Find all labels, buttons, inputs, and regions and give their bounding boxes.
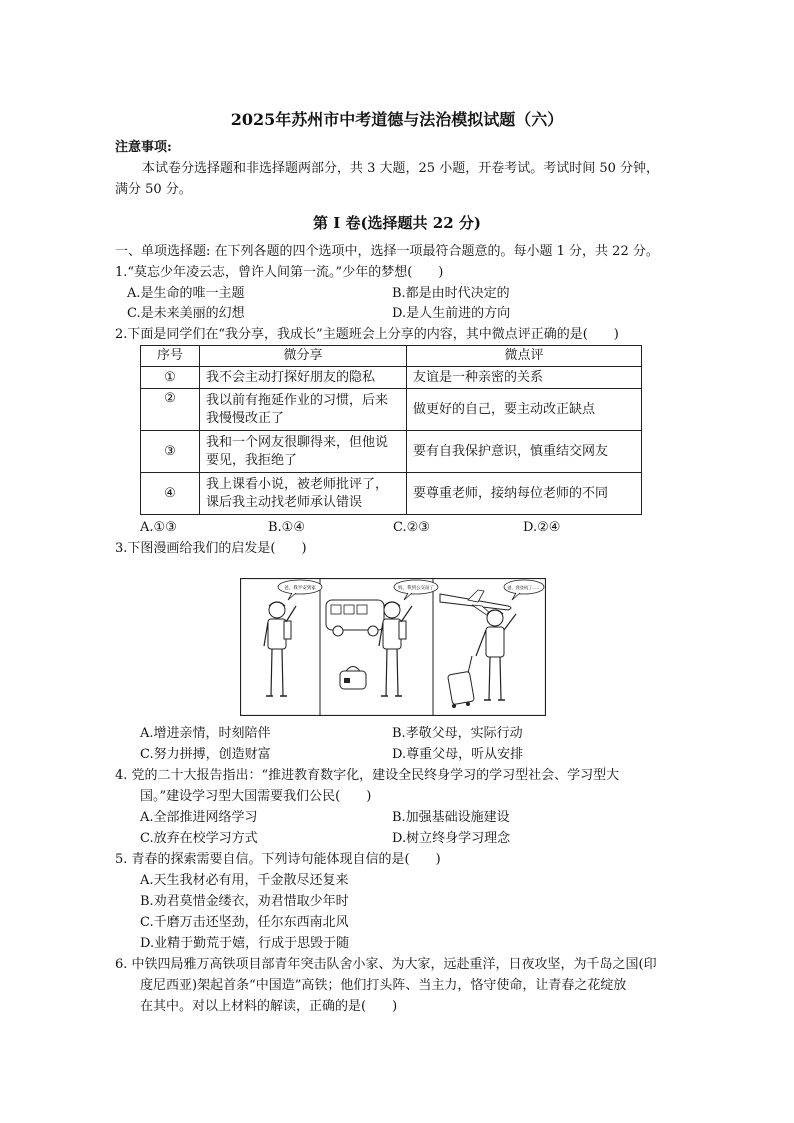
q1-stem: 1.“莫忘少年凌云志，曾许人间第一流。”少年的梦想( ) xyxy=(115,265,444,280)
q5-option-a: A.天生我材必有用，千金散尽还复来 xyxy=(140,873,349,888)
row-share-line: 我慢慢改正了 xyxy=(206,410,285,426)
header-comment: 微点评 xyxy=(407,346,642,367)
q3-option-c: C.努力拼搏，创造财富 xyxy=(140,747,271,762)
table-header-row xyxy=(141,346,642,367)
notice-line-1: 本试卷分选择题和非选择题两部分，共 3 大题，25 小题，开卷考试。考试时间 50 分钟， xyxy=(142,161,660,176)
row-share-line: 我上课看小说，被老师批评了， xyxy=(206,476,389,492)
q4-option-b: B.加强基础设施建设 xyxy=(392,810,510,825)
row-share-line: 我和一个网友很聊得来，但他说 xyxy=(206,434,389,450)
row-share-line: 课后我主动找老师承认错误 xyxy=(206,494,363,510)
q2-table xyxy=(140,345,642,515)
comic-panel-1 xyxy=(264,580,322,696)
q1-option-c: C.是未来美丽的幻想 xyxy=(127,306,245,321)
header-share: 微分享 xyxy=(200,346,407,367)
q4-stem-line-2: 国。”建设学习型大国需要我们公民( ) xyxy=(140,789,372,804)
bus-illustration xyxy=(326,600,384,636)
q5-option-c: C.千磨万击还坚劲，任尔东西南北风 xyxy=(140,915,349,930)
comic-panel-3 xyxy=(440,580,544,708)
row-share-line: 要见，我拒绝了 xyxy=(206,452,298,468)
notice-label: 注意事项: xyxy=(115,140,172,155)
q1-option-a: A.是生命的唯一主题 xyxy=(127,286,245,301)
row-share xyxy=(200,367,407,389)
q2-option-d: D.②④ xyxy=(523,520,561,535)
row-share xyxy=(200,389,407,431)
row-share xyxy=(200,473,407,515)
row-comment: 要有自我保护意识，慎重结交网友 xyxy=(407,431,642,473)
exam-title: 2025年苏州市中考道德与法治模拟试题（六） xyxy=(230,110,564,129)
table-row xyxy=(141,473,642,515)
q4-option-c: C.放弃在校学习方式 xyxy=(140,831,258,846)
q3-option-d: D.尊重父母，听从安排 xyxy=(392,747,524,762)
speech-bubble-3-text: 爸，我登机了…… xyxy=(507,585,541,590)
header-no: 序号 xyxy=(141,346,200,367)
q4-stem-line-1: 4. 党的二十大报告指出：“推进教育数字化，建设全民终身学习的学习型社会、学习型大 xyxy=(115,768,620,783)
q5-option-b: B.劝君莫惜金缕衣，劝君惜取少年时 xyxy=(140,894,349,909)
row-share-line: 我不会主动打探好朋友的隐私 xyxy=(206,369,376,385)
q5-option-d: D.业精于勤荒于嬉，行成于思毁于随 xyxy=(140,936,350,951)
row-share-line: 我以前有拖延作业的习惯，后来 xyxy=(206,392,389,408)
q4-option-d: D.树立终身学习理念 xyxy=(392,831,511,846)
luggage-bag xyxy=(340,667,366,690)
section-title: 第 I 卷(选择题共 22 分) xyxy=(313,214,481,232)
q2-option-a: A.①③ xyxy=(140,520,177,535)
q3-option-b: B.孝敬父母，实际行动 xyxy=(392,726,523,741)
q1-option-b: B.都是由时代决定的 xyxy=(392,286,510,301)
q4-option-a: A.全部推进网络学习 xyxy=(140,810,258,825)
row-no: ① xyxy=(141,367,200,389)
speech-bubble-1-text: 爸，我平安到家 xyxy=(284,586,316,591)
row-no: ③ xyxy=(141,431,200,473)
q3-option-a: A.增进亲情，时刻陪伴 xyxy=(140,726,271,741)
q6-stem-line-1: 6. 中铁四局雅万高铁项目部青年突击队舍小家、为大家，远赴重洋，日夜攻坚，为千岛之国(印 xyxy=(115,957,657,972)
part-intro: 一、单项选择题: 在下列各题的四个选项中，选择一项最符合题意的。每小题 1 分，共 22 分。 xyxy=(115,244,659,259)
q2-option-b: B.①④ xyxy=(268,520,305,535)
table-row xyxy=(141,389,642,431)
q6-stem-line-2: 度尼西亚)架起首条“中国造”高铁；他们打头阵、当主力，恪守使命，让青春之花绽放 xyxy=(140,978,627,993)
row-comment: 友谊是一种亲密的关系 xyxy=(407,367,642,389)
rolling-suitcase xyxy=(448,656,475,708)
comic-panel-2 xyxy=(326,580,438,696)
q1-option-d: D.是人生前进的方向 xyxy=(392,306,511,321)
row-comment: 做更好的自己，要主动改正缺点 xyxy=(407,389,642,431)
q3-stem: 3.下图漫画给我们的启发是( ) xyxy=(115,541,307,556)
table-row xyxy=(141,367,642,389)
q5-stem: 5. 青春的探索需要自信。下列诗句能体现自信的是( ) xyxy=(115,852,441,867)
comic-strip xyxy=(240,578,546,716)
row-no: ② xyxy=(141,389,200,431)
table-row xyxy=(141,431,642,473)
notice-line-2: 满分 50 分。 xyxy=(115,182,192,197)
q6-stem-line-3: 在其中。对以上材料的解读，正确的是( ) xyxy=(140,999,398,1014)
q2-stem: 2.下面是同学们在“我分享，我成长”主题班会上分享的内容，其中微点评正确的是( ) xyxy=(115,327,619,342)
speech-bubble-2-text: 妈，我到公交站了 xyxy=(398,586,434,591)
row-share xyxy=(200,431,407,473)
row-no: ④ xyxy=(141,473,200,515)
q2-option-c: C.②③ xyxy=(393,520,430,535)
row-comment: 要尊重老师，接纳每位老师的不同 xyxy=(407,473,642,515)
